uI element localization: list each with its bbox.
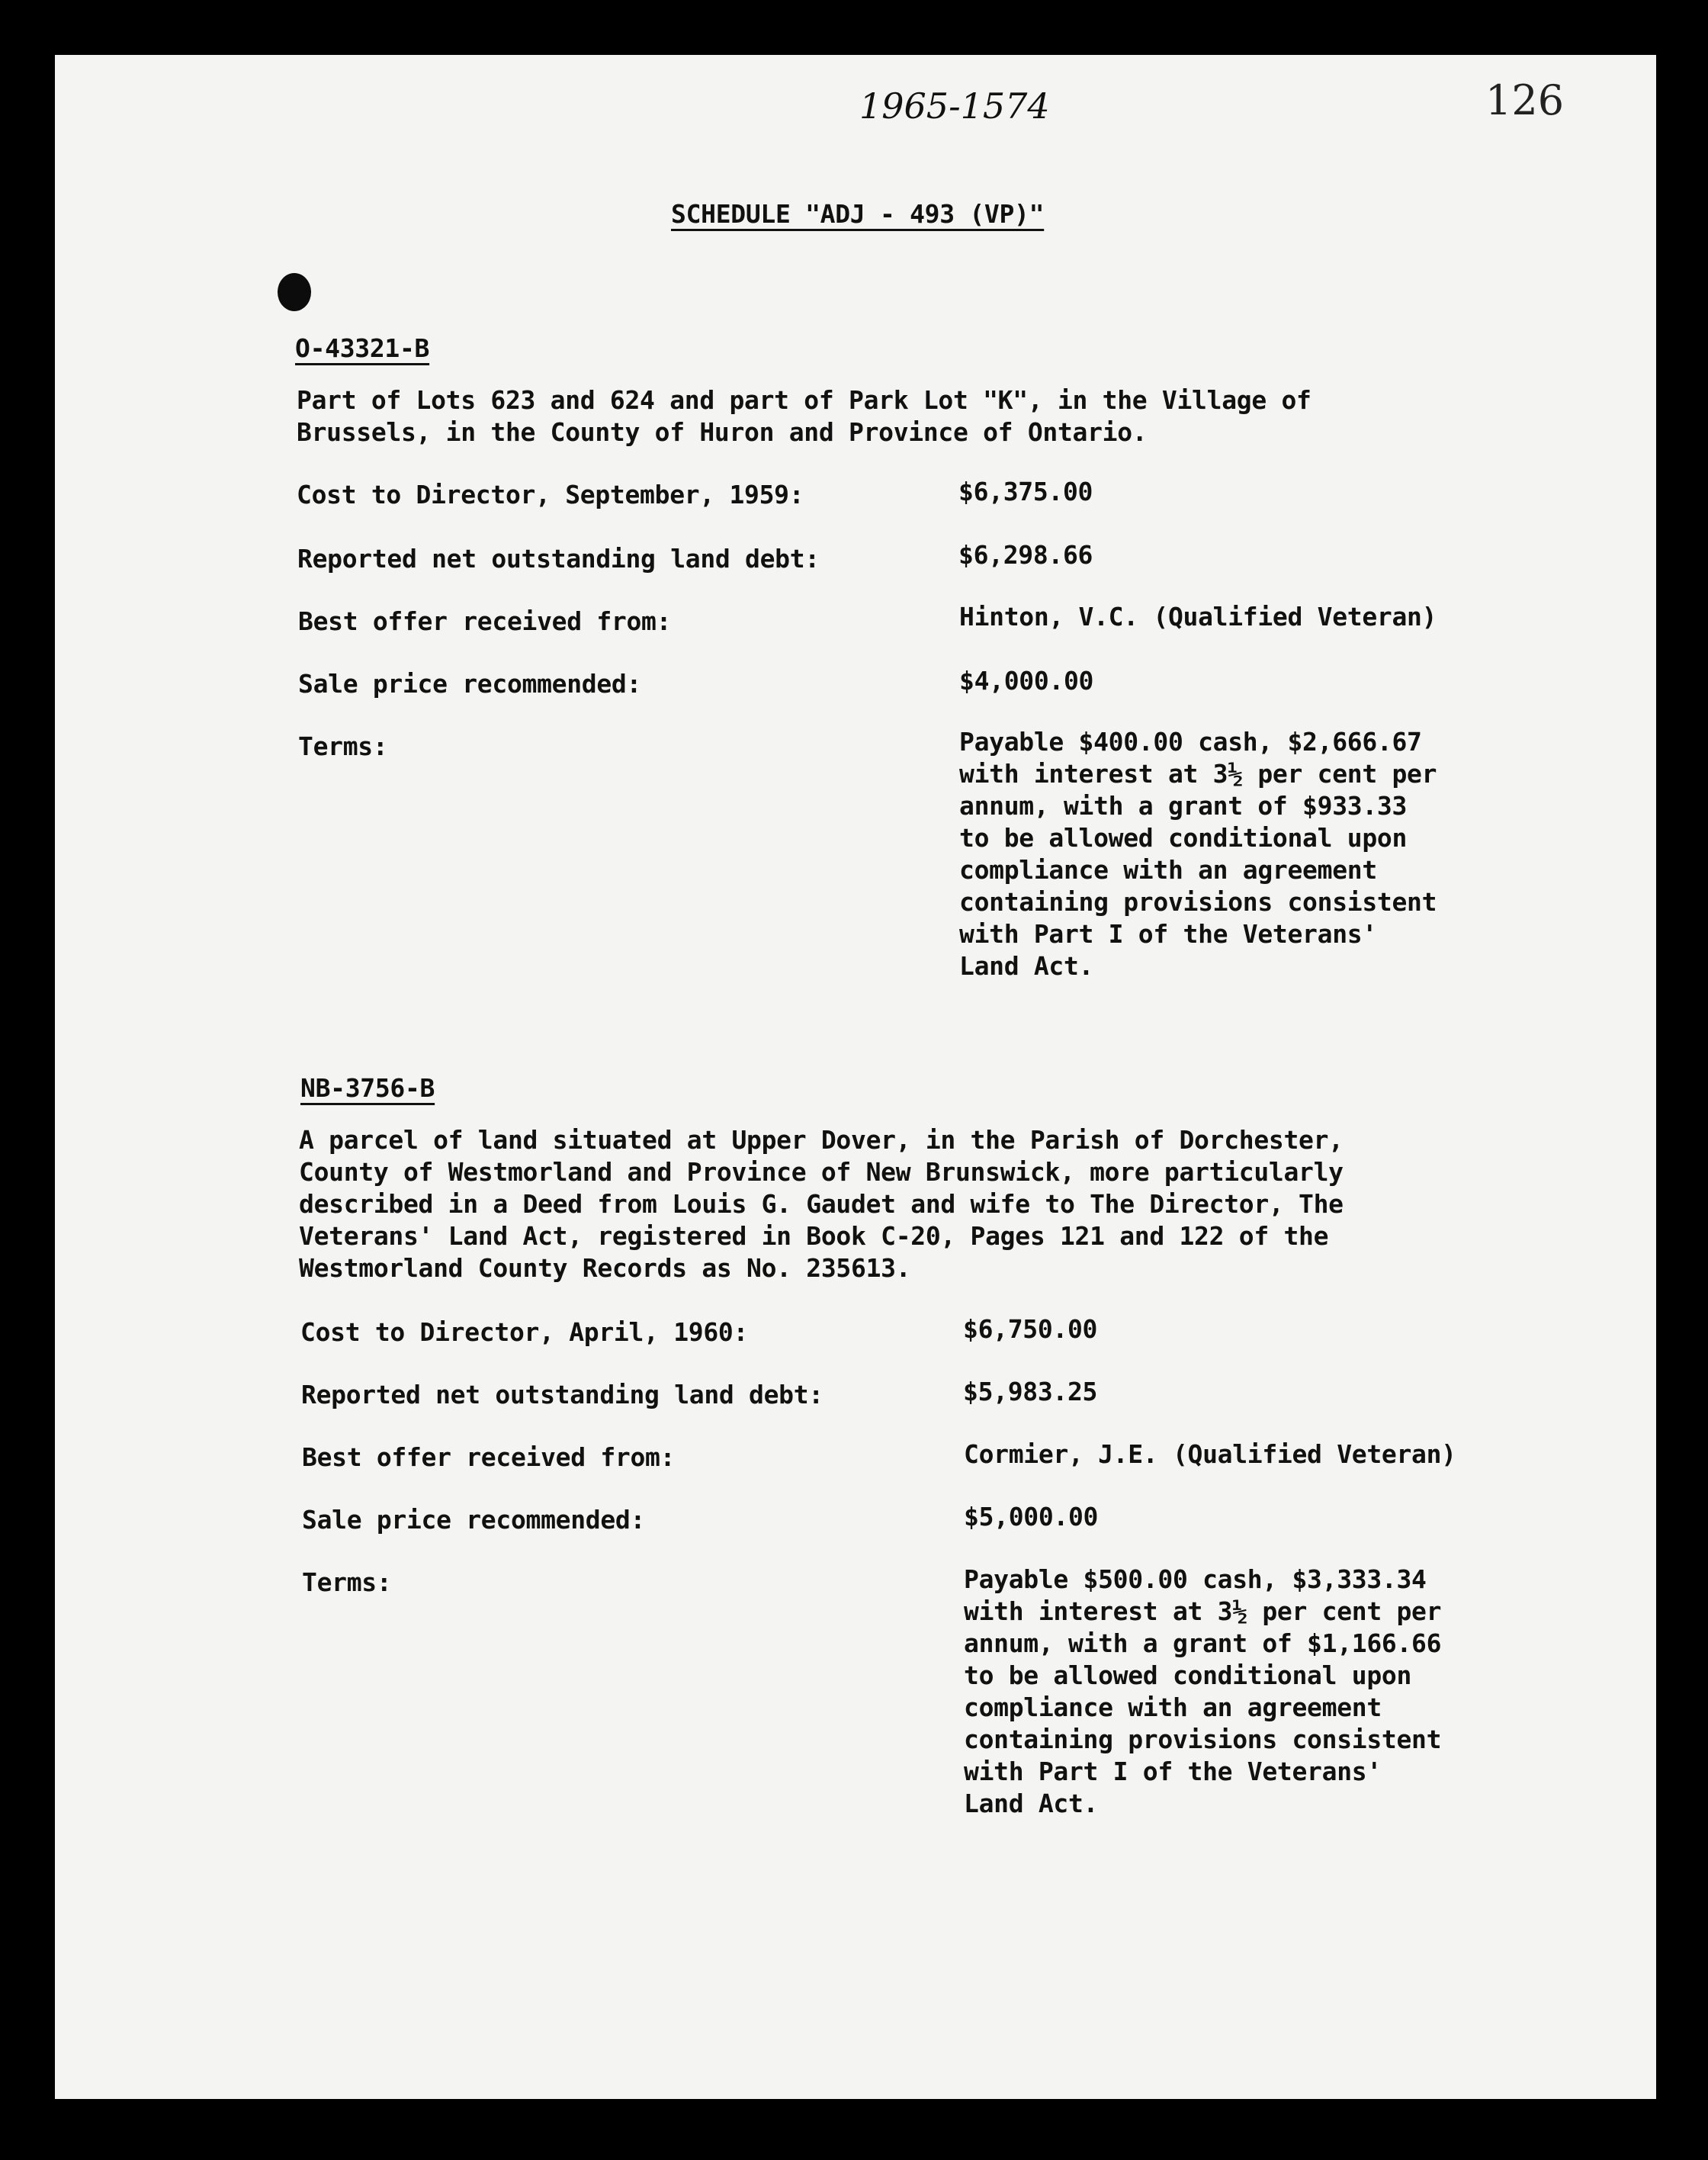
handwritten-file-number: 1965-1574	[859, 85, 1050, 127]
terms-line: annum, with a grant of $1,166.66	[964, 1628, 1442, 1658]
terms-line: compliance with an agreement	[964, 1692, 1382, 1722]
entry-2-file-number: NB-3756-B	[300, 1073, 435, 1103]
entry-1-sale-value: $4,000.00	[959, 666, 1094, 696]
entry-2-terms-label: Terms:	[302, 1567, 392, 1597]
terms-line: with Part I of the Veterans'	[964, 1757, 1382, 1786]
schedule-title: SCHEDULE "ADJ - 493 (VP)"	[671, 199, 1045, 229]
description-line: Part of Lots 623 and 624 and part of Park Lot "K", in the Village of	[297, 385, 1312, 415]
entry-1-sale-label: Sale price recommended:	[298, 669, 642, 699]
description-line: Veterans' Land Act, registered in Book C-20, Pages 121 and 122 of the	[299, 1221, 1329, 1251]
entry-1-cost-value: $6,375.00	[958, 477, 1093, 506]
entry-1-terms	[959, 726, 1437, 982]
entry-2-description	[299, 1124, 1344, 1284]
entry-2-offer-label: Best offer received from:	[302, 1442, 676, 1472]
entry-2-sale-value: $5,000.00	[964, 1502, 1099, 1532]
description-line: A parcel of land situated at Upper Dover, in the Parish of Dorchester,	[299, 1125, 1344, 1155]
entry-2-debt-label: Reported net outstanding land debt:	[301, 1380, 824, 1409]
terms-line: Land Act.	[959, 951, 1094, 981]
entry-2-offer-value: Cormier, J.E. (Qualified Veteran)	[964, 1439, 1456, 1469]
terms-line: Payable $500.00 cash, $3,333.34	[964, 1564, 1427, 1594]
entry-2-terms	[964, 1564, 1441, 1820]
entry-1-offer-value: Hinton, V.C. (Qualified Veteran)	[959, 602, 1437, 632]
terms-line: with interest at 3½ per cent per	[964, 1596, 1442, 1626]
terms-line: to be allowed conditional upon	[964, 1660, 1412, 1690]
terms-line: to be allowed conditional upon	[959, 823, 1408, 853]
terms-line: with Part I of the Veterans'	[959, 919, 1377, 949]
terms-line: Land Act.	[964, 1789, 1099, 1818]
description-line: Brussels, in the County of Huron and Province of Ontario.	[297, 417, 1148, 447]
page-number: 126	[1485, 76, 1565, 124]
description-line: Westmorland County Records as No. 235613.	[299, 1253, 911, 1283]
terms-line: containing provisions consistent	[959, 887, 1437, 917]
entry-1-description	[297, 384, 1312, 448]
punch-hole	[278, 273, 311, 311]
description-line: County of Westmorland and Province of New Brunswick, more particularly	[299, 1157, 1344, 1187]
entry-1-offer-label: Best offer received from:	[298, 606, 672, 636]
document-page	[55, 55, 1656, 2099]
entry-1-file-number: O-43321-B	[295, 333, 430, 363]
entry-1-debt-label: Reported net outstanding land debt:	[297, 544, 820, 574]
terms-line: compliance with an agreement	[959, 855, 1377, 885]
terms-line: Payable $400.00 cash, $2,666.67	[959, 727, 1422, 757]
entry-2-sale-label: Sale price recommended:	[302, 1505, 646, 1535]
entry-1-terms-label: Terms:	[298, 731, 388, 761]
entry-2-cost-label: Cost to Director, April, 1960:	[300, 1317, 749, 1347]
entry-1-cost-label: Cost to Director, September, 1959:	[297, 480, 804, 509]
entry-2-cost-value: $6,750.00	[963, 1314, 1098, 1344]
description-line: described in a Deed from Louis G. Gaudet and wife to The Director, The	[299, 1189, 1344, 1219]
terms-line: containing provisions consistent	[964, 1724, 1442, 1754]
terms-line: with interest at 3½ per cent per	[959, 759, 1437, 789]
entry-2-debt-value: $5,983.25	[963, 1377, 1098, 1406]
terms-line: annum, with a grant of $933.33	[959, 791, 1408, 821]
entry-1-debt-value: $6,298.66	[958, 540, 1093, 570]
